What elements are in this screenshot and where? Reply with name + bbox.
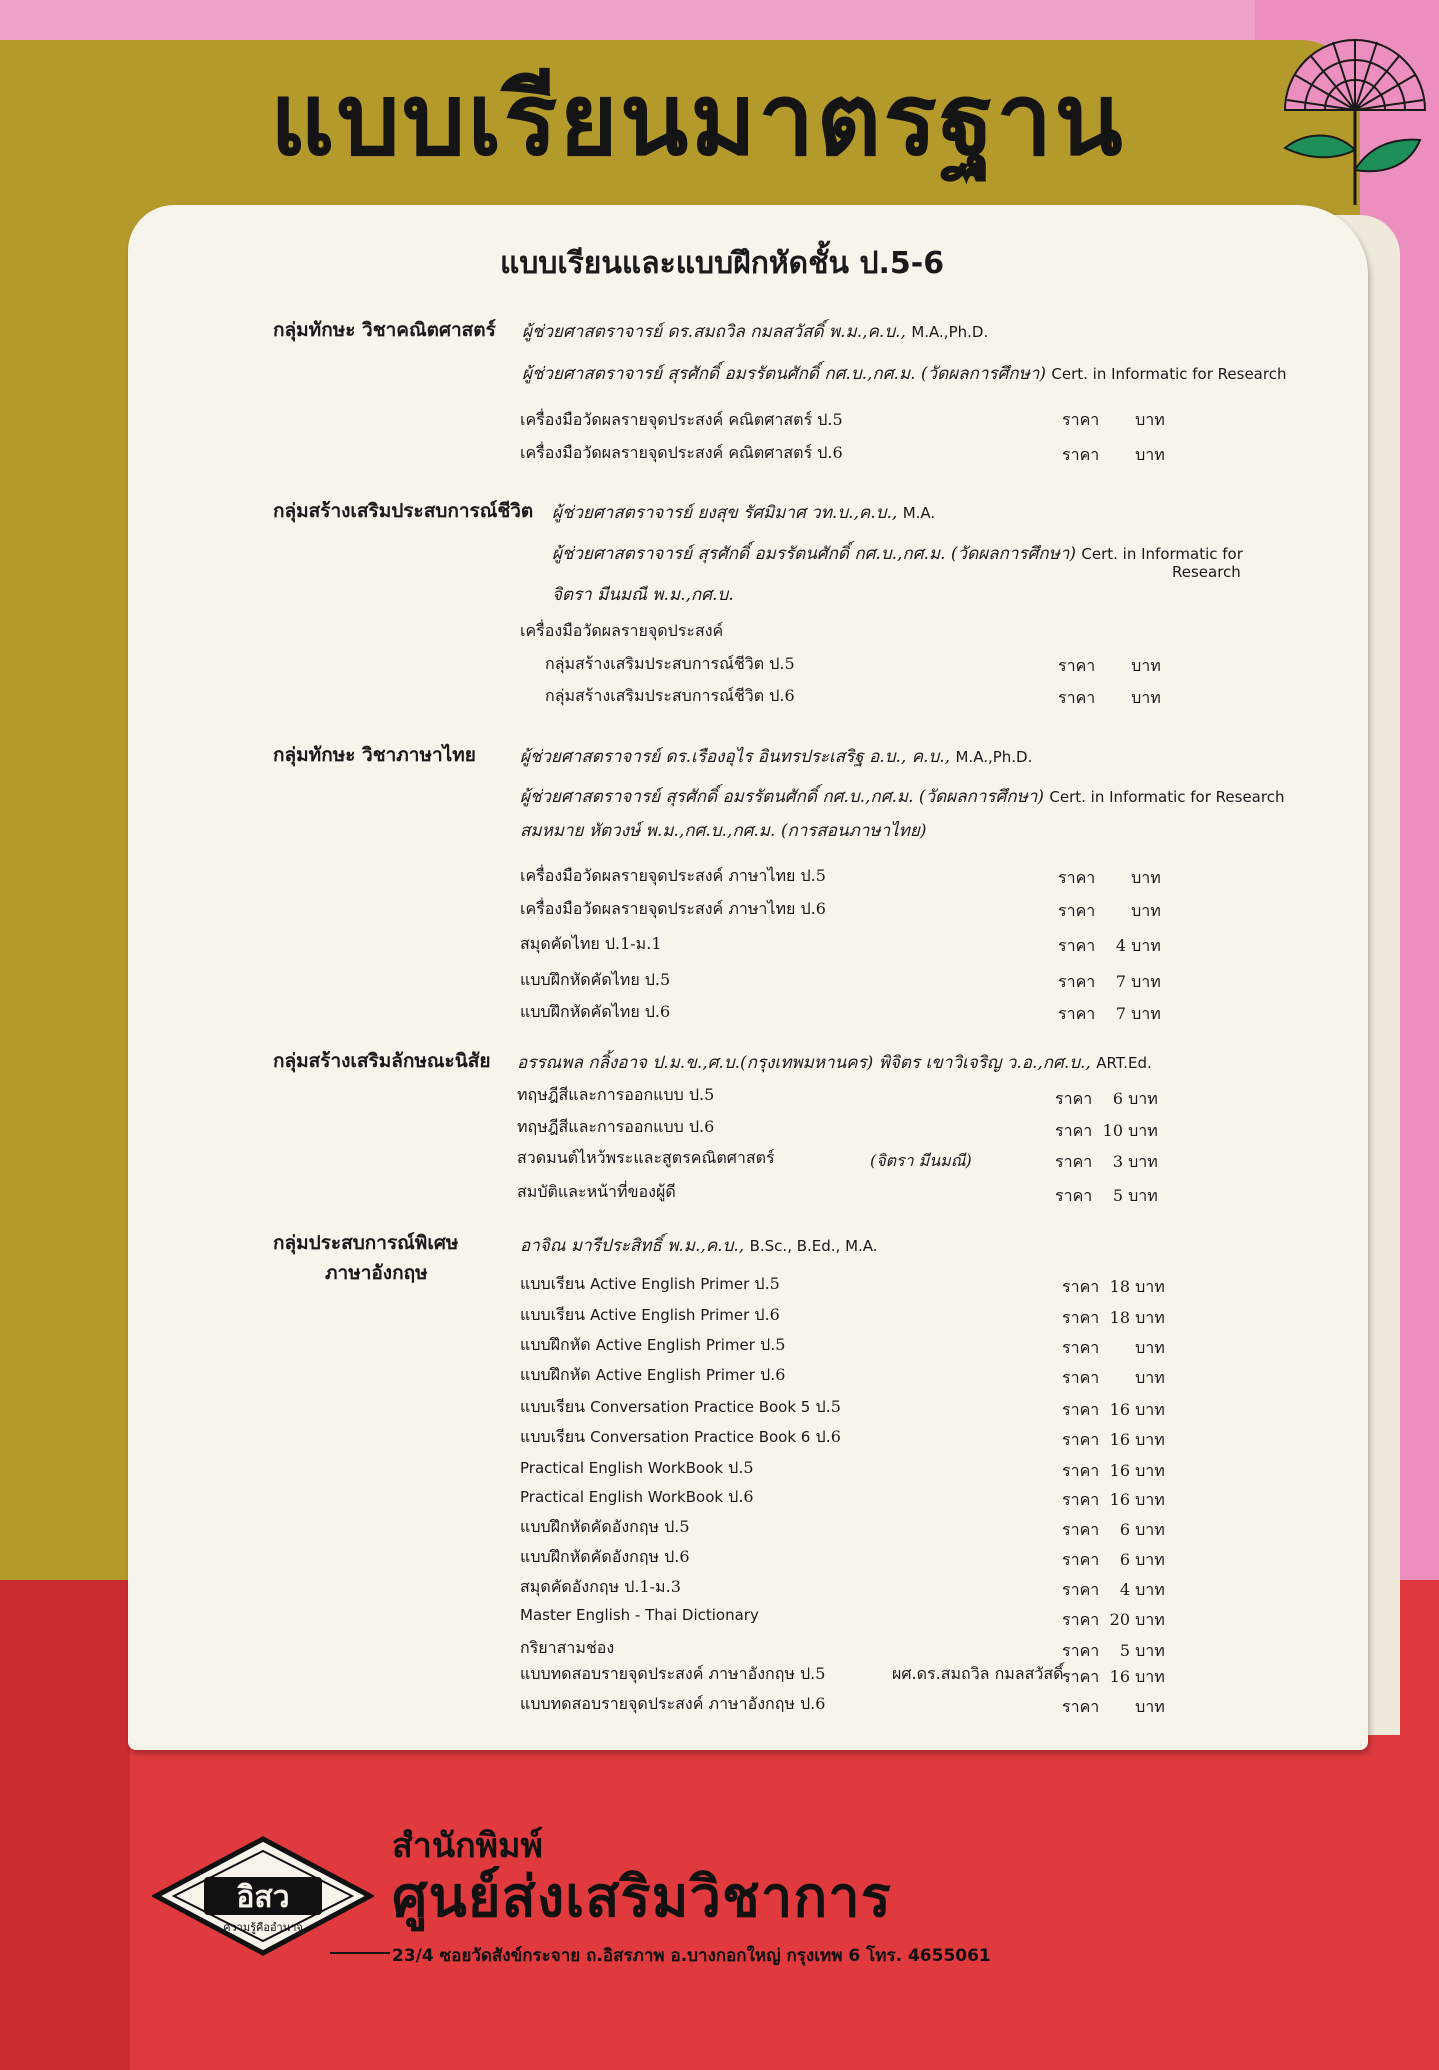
list-item xyxy=(520,1485,754,1510)
page-title: แบบเรียนมาตรฐาน xyxy=(270,61,1125,178)
item-level: ป.5 xyxy=(815,1397,841,1416)
list-item xyxy=(520,1636,614,1661)
price-tag: ราคา 5 บาท xyxy=(1062,1641,1165,1660)
price-tag: ราคา 16 บาท xyxy=(1062,1461,1165,1480)
item-level: ป.5 xyxy=(760,1335,786,1354)
author-thai-2: ผู้ช่วยศาสตราจารย์ สุรศักดิ์ อมรรัตนศักดิ์ กศ.บ.,กศ.ม. (วัดผลการศึกษา) Cert. in Informatic for Research xyxy=(520,787,1285,807)
price-tag: ราคา 4 บาท xyxy=(1062,1580,1165,1599)
list-item: เครื่องมือวัดผลรายจุดประสงค์ คณิตศาสตร์ ป.6 xyxy=(520,443,843,462)
author-char-1: อรรณพล กลิ้งอาจ ป.ม.ข.,ศ.บ.(กรุงเทพมหานคร) พิจิตร เขาวิเจริญ ว.อ.,กศ.บ., ART.Ed. xyxy=(517,1053,1152,1073)
group-thai: กลุ่มทักษะ วิชาภาษาไทย xyxy=(273,744,476,766)
author-eng-1: อาจิณ มารีประสิทธิ์ พ.ม.,ค.บ., B.Sc., B.Ed., M.A. xyxy=(520,1236,878,1256)
list-item: แบบฝึกหัดคัดไทย ป.5 xyxy=(520,970,671,989)
dark-red-left xyxy=(0,1580,130,2070)
publisher-name: ศูนย์ส่งเสริมวิชาการ xyxy=(392,1865,892,1930)
list-item: เครื่องมือวัดผลรายจุดประสงค์ คณิตศาสตร์ ป.5 xyxy=(520,410,843,429)
list-item xyxy=(520,1456,754,1481)
item-title-th: สมุดคัดอังกฤษ ป.1-ม.3 xyxy=(520,1577,681,1596)
author-thai-3: สมหมาย หัตวงษ์ พ.ม.,กศ.บ.,กศ.ม. (การสอนภาษาไทย) xyxy=(520,821,927,841)
list-item: สมุดคัดไทย ป.1-ม.1 xyxy=(520,934,662,953)
list-item: เครื่องมือวัดผลรายจุดประสงค์ ภาษาไทย ป.5 xyxy=(520,866,826,885)
list-item xyxy=(520,1692,825,1717)
list-item xyxy=(520,1662,825,1687)
price-tag: ราคา 3 บาท xyxy=(1055,1152,1158,1171)
price-tag: ราคา 10 บาท xyxy=(1055,1121,1158,1140)
price-tag: ราคา 7 บาท xyxy=(1058,1004,1161,1023)
item-level: ป.5 xyxy=(728,1458,754,1477)
author-math-1: ผู้ช่วยศาสตราจารย์ ดร.สมถวิล กมลสวัสดิ์ พ.ม.,ค.บ., M.A.,Ph.D. xyxy=(522,322,989,342)
item-title-en: Practical English WorkBook xyxy=(520,1459,724,1477)
list-item: กลุ่มสร้างเสริมประสบการณ์ชีวิต ป.5 xyxy=(545,654,795,673)
price-tag: ราคา บาท xyxy=(1062,410,1165,429)
list-item: แบบฝึกหัดคัดไทย ป.6 xyxy=(520,1002,671,1021)
list-item xyxy=(520,1363,785,1388)
publisher-logo-tagline: ความรู้คืออำนาจ xyxy=(223,1921,303,1934)
item-title-th: แบบทดสอบรายจุดประสงค์ ภาษาอังกฤษ ป.5 xyxy=(520,1664,826,1683)
item-title-en: Active English Primer xyxy=(590,1306,750,1324)
price-tag: ราคา บาท xyxy=(1058,656,1161,675)
list-item: เครื่องมือวัดผลรายจุดประสงค์ ภาษาไทย ป.6 xyxy=(520,899,826,918)
list-heading: เครื่องมือวัดผลรายจุดประสงค์ xyxy=(520,621,724,640)
price-tag: ราคา 16 บาท xyxy=(1062,1430,1165,1449)
item-note: ผศ.ดร.สมถวิล กมลสวัสดิ์ xyxy=(892,1664,1064,1683)
item-title-en: Conversation Practice Book 6 xyxy=(590,1428,811,1446)
item-title-th: แบบฝึกหัด xyxy=(520,1335,591,1354)
list-item xyxy=(520,1605,759,1624)
item-level: ป.5 xyxy=(754,1274,780,1293)
item-level: ป.6 xyxy=(815,1427,841,1446)
list-item xyxy=(520,1333,785,1358)
list-item xyxy=(520,1303,780,1328)
price-tag: ราคา บาท xyxy=(1062,1697,1165,1716)
price-tag: ราคา 16 บาท xyxy=(1062,1400,1165,1419)
section-subtitle: แบบเรียนและแบบฝึกหัดชั้น ป.5-6 xyxy=(500,246,945,281)
item-title-th: แบบเรียน xyxy=(520,1274,585,1293)
author-math-2: ผู้ช่วยศาสตราจารย์ สุรศักดิ์ อมรรัตนศักดิ์ กศ.บ.,กศ.ม. (วัดผลการศึกษา) Cert. in Informatic for Research xyxy=(522,364,1287,384)
list-item: สวดมนต์ไหว้พระและสูตรคณิตศาสตร์ xyxy=(517,1148,775,1167)
list-item: สมบัติและหน้าที่ของผู้ดี xyxy=(517,1182,676,1201)
publisher-logo xyxy=(152,1835,374,1957)
item-title-en: Master English - Thai Dictionary xyxy=(520,1606,759,1624)
list-item: ทฤษฎีสีและการออกแบบ ป.5 xyxy=(517,1085,715,1104)
price-tag: ราคา 6 บาท xyxy=(1055,1089,1158,1108)
price-tag: ราคา 18 บาท xyxy=(1062,1277,1165,1296)
group-life: กลุ่มสร้างเสริมประสบการณ์ชีวิต xyxy=(273,500,534,522)
price-tag: ราคา 6 บาท xyxy=(1062,1520,1165,1539)
item-level: ป.6 xyxy=(754,1305,780,1324)
item-title-th: แบบฝึกหัดคัดอังกฤษ ป.6 xyxy=(520,1547,690,1566)
price-tag: ราคา บาท xyxy=(1058,901,1161,920)
item-title-en: Active English Primer xyxy=(590,1275,750,1293)
list-item xyxy=(520,1425,841,1450)
item-title-th: กริยาสามช่อง xyxy=(520,1638,615,1657)
author-life-2: ผู้ช่วยศาสตราจารย์ สุรศักดิ์ อมรรัตนศักดิ์ กศ.บ.,กศ.ม. (วัดผลการศึกษา) Cert. in Informatic for xyxy=(552,544,1243,564)
group-math: กลุ่มทักษะ วิชาคณิตศาสตร์ xyxy=(273,319,496,341)
price-tag: ราคา บาท xyxy=(1062,1368,1165,1387)
item-title-en: Practical English WorkBook xyxy=(520,1488,724,1506)
price-tag: ราคา 4 บาท xyxy=(1058,936,1161,955)
group-english: กลุ่มประสบการณ์พิเศษ xyxy=(273,1232,459,1254)
paper-sheet xyxy=(128,205,1368,1750)
item-title-th: แบบฝึกหัด xyxy=(520,1365,591,1384)
list-item xyxy=(520,1545,690,1570)
price-tag: ราคา 5 บาท xyxy=(1055,1186,1158,1205)
item-title-th: แบบเรียน xyxy=(520,1427,585,1446)
list-item: กลุ่มสร้างเสริมประสบการณ์ชีวิต ป.6 xyxy=(545,686,795,705)
item-title-en: Conversation Practice Book 5 xyxy=(590,1398,811,1416)
price-tag: ราคา บาท xyxy=(1058,868,1161,887)
publisher-address: 23/4 ซอยวัดสังข์กระจาย ถ.อิสรภาพ อ.บางกอกใหญ่ กรุงเทพ 6 โทร. 4655061 xyxy=(392,1946,991,1966)
author-thai-1: ผู้ช่วยศาสตราจารย์ ดร.เรืองอุไร อินทรประเสริฐ อ.บ., ค.บ., M.A.,Ph.D. xyxy=(520,747,1033,767)
price-tag: ราคา บาท xyxy=(1058,688,1161,707)
item-level: ป.6 xyxy=(760,1365,786,1384)
price-tag: ราคา 6 บาท xyxy=(1062,1550,1165,1569)
price-tag: ราคา 16 บาท xyxy=(1062,1667,1165,1686)
list-item xyxy=(520,1395,841,1420)
price-tag: ราคา 18 บาท xyxy=(1062,1308,1165,1327)
price-tag: ราคา 16 บาท xyxy=(1062,1490,1165,1509)
publisher-logo-text: อิสว xyxy=(236,1880,290,1915)
address-rule xyxy=(330,1952,390,1954)
price-tag: ราคา บาท xyxy=(1062,445,1165,464)
item-level: ป.6 xyxy=(728,1487,754,1506)
item-note: (จิตรา มีนมณี) xyxy=(870,1151,972,1170)
list-item xyxy=(520,1515,690,1540)
author-life-1: ผู้ช่วยศาสตราจารย์ ยงสุข รัศมิมาศ วท.บ.,ค.บ., M.A. xyxy=(552,503,936,523)
flower-icon xyxy=(1275,20,1435,210)
list-item: ทฤษฎีสีและการออกแบบ ป.6 xyxy=(517,1117,715,1136)
group-character: กลุ่มสร้างเสริมลักษณะนิสัย xyxy=(273,1050,491,1072)
item-title-th: แบบฝึกหัดคัดอังกฤษ ป.5 xyxy=(520,1517,690,1536)
author-life-2-cont: Research xyxy=(1172,563,1241,581)
price-tag: ราคา 20 บาท xyxy=(1062,1610,1165,1629)
list-item xyxy=(520,1575,681,1600)
item-title-th: แบบทดสอบรายจุดประสงค์ ภาษาอังกฤษ ป.6 xyxy=(520,1694,826,1713)
author-life-3: จิตรา มีนมณี พ.ม.,กศ.บ. xyxy=(552,585,734,605)
item-title-en: Active English Primer xyxy=(595,1336,755,1354)
item-title-en: Active English Primer xyxy=(595,1366,755,1384)
publisher-prefix: สำนักพิมพ์ xyxy=(392,1826,543,1866)
price-tag: ราคา บาท xyxy=(1062,1338,1165,1357)
item-title-th: แบบเรียน xyxy=(520,1305,585,1324)
group-english-sub: ภาษาอังกฤษ xyxy=(325,1262,428,1284)
top-pink-strip xyxy=(0,0,1439,40)
item-title-th: แบบเรียน xyxy=(520,1397,585,1416)
list-item xyxy=(520,1272,780,1297)
price-tag: ราคา 7 บาท xyxy=(1058,972,1161,991)
